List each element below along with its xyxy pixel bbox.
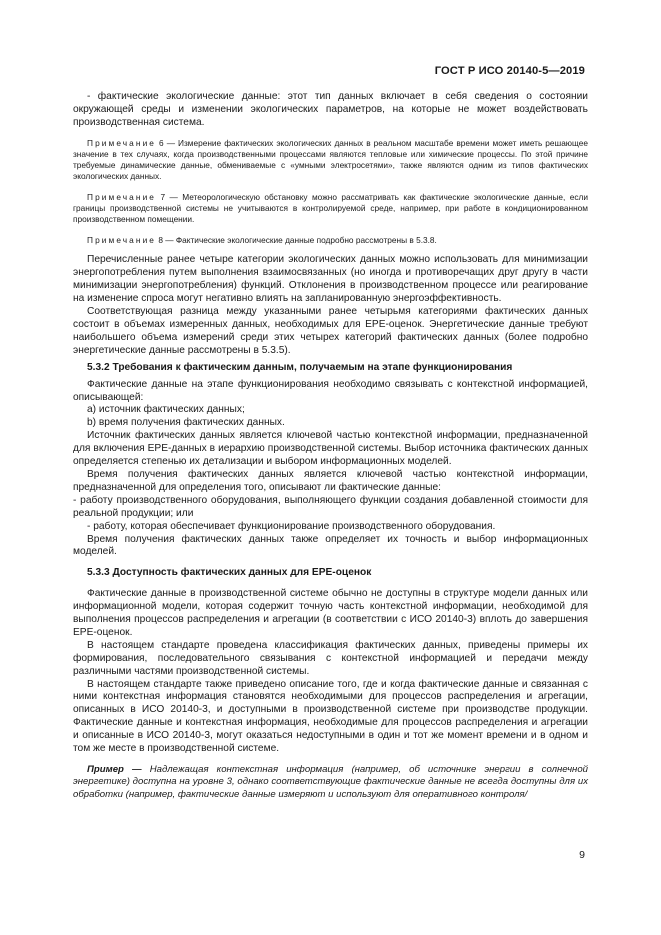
section-heading-5-3-3: 5.3.3 Доступность фактических данных для EPE-оценок	[87, 567, 372, 579]
paragraph-availability: Фактические данные в производственной системе обычно не доступны в структуре модели данных или информационной модели, которая содержит точную часть контекстной информации, необходимой для выполнения процессов распределения и агрегации (в соответствии с ИСО 20140-3) вплоть до завершения EPE-оценок.	[73, 588, 588, 638]
paragraph-acquisition-time: Время получения фактических данных является ключевой частью контекстной информации, предназначенной для определения того, описывают ли фактические данные:	[73, 468, 588, 493]
document-code-header: ГОСТ Р ИСО 20140-5—2019	[434, 65, 585, 77]
paragraph-where-when: В настоящем стандарте также приведено описание того, где и когда фактические данные и связанная с ними контекстная информация становятся необходимыми для процессов распределения и агрегации, описанных в ИСО 20140-3, и доступными в производственной системе при производстве продукции. Фактические данные и контекстная информация, необходимые для процессов распределения и агрегации и описанные в ИСО 20140-3, могут оказаться недоступными в один и тот же момент времени и в одном и том же месте в производственной системе.	[73, 678, 588, 755]
note-8	[73, 235, 588, 246]
list-item-support-work: - работу, которая обеспечивает функционирование производственного оборудования.	[87, 520, 496, 532]
paragraph-categories-difference: Соответствующая разница между указанными ранее четырьмя категориями фактических данных состоит в объемах измеренных данных, необходимых для EPE-оценок. Энергетические данные требуют наибольшего объема измерений среди этих четырех категорий фактических данных (более подробно энергетические данные рассмотрены в 5.3.5).	[73, 306, 588, 356]
page-number: 9	[579, 849, 585, 861]
paragraph-classification: В настоящем стандарте проведена классификация фактических данных, приведены примеры их формирования, последовательного связывания с контекстной информацией и передачи между различными частями производственной системы.	[73, 639, 588, 677]
list-item-a: a) источник фактических данных;	[87, 404, 245, 416]
section-heading-5-3-2: 5.3.2 Требования к фактическим данным, получаемым на этапе функционирования	[87, 361, 513, 373]
list-item-b: b) время получения фактических данных.	[87, 417, 285, 429]
note-8-label: Примечание	[87, 235, 157, 246]
paragraph-four-categories: Перечисленные ранее четыре категории экологических данных можно использовать для минимизации энергопотребления путем выполнения взаимосвязанных (но иногда и противоречащих друг другу в части минимизации энергопотребления) функций. Отклонения в производственном процессе или реагирование на изменение спроса могут негативно влиять на запланированную энергоэффективность.	[73, 254, 588, 305]
note-6	[73, 138, 588, 182]
paragraph-accuracy: Время получения фактических данных также определяет их точность и выбор информационных моделей.	[73, 533, 588, 558]
example-paragraph	[73, 764, 588, 801]
note-7	[73, 192, 588, 225]
paragraph-data-source: Источник фактических данных является ключевой частью контекстной информации, предназначенной для включения EPE-данных в иерархию производственной системы. Выбор источника фактических данных определяется степенью их детализации и выбором информационных моделей.	[73, 430, 588, 468]
note-8-text: 8 — Фактические экологические данные подробно рассмотрены в 5.3.8.	[156, 235, 437, 246]
paragraph-environmental-data: - фактические экологические данные: этот тип данных включает в себя сведения о состоянии окружающей среды и изменении экологических параметров, на которые не может воздействовать производственная система.	[73, 91, 588, 128]
list-item-equipment-work: - работу производственного оборудования, выполняющего функции создания добавленной стоимости для реальной продукции; или	[73, 494, 588, 519]
note-7-text: 7 — Метеорологическую обстановку можно рассматривать как фактические экологические данные, если границы производственной системы не учитываются в контролируемой среде, например, при работе в кондиционированном производственном помещении.	[73, 192, 588, 225]
note-6-label: Примечание	[87, 137, 157, 148]
note-6-text: 6 — Измерение фактических экологических данных в реальном масштабе времени может иметь решающее значение в тех случаях, когда производственными процессами являются тепловые или химические процессы. По этой причине требуемые динамические данные, обмениваемые с «умными электросетями», также являются одним из типов фактических экологических данных.	[73, 137, 588, 181]
example-label: Пример —	[87, 764, 142, 775]
paragraph-context-info: Фактические данные на этапе функционирования необходимо связывать с контекстной информацией, описывающей:	[73, 378, 588, 403]
document-body	[73, 91, 588, 801]
example-text: Надлежащая контекстная информация (например, об источнике энергии в солнечной энергетике) доступна на уровне 3, однако соответствующие фактические данные не всегда доступны для их обработки (например, фактические данные измеряют и используют для оперативного контроля/	[73, 764, 588, 800]
note-7-label: Примечание	[87, 192, 157, 203]
